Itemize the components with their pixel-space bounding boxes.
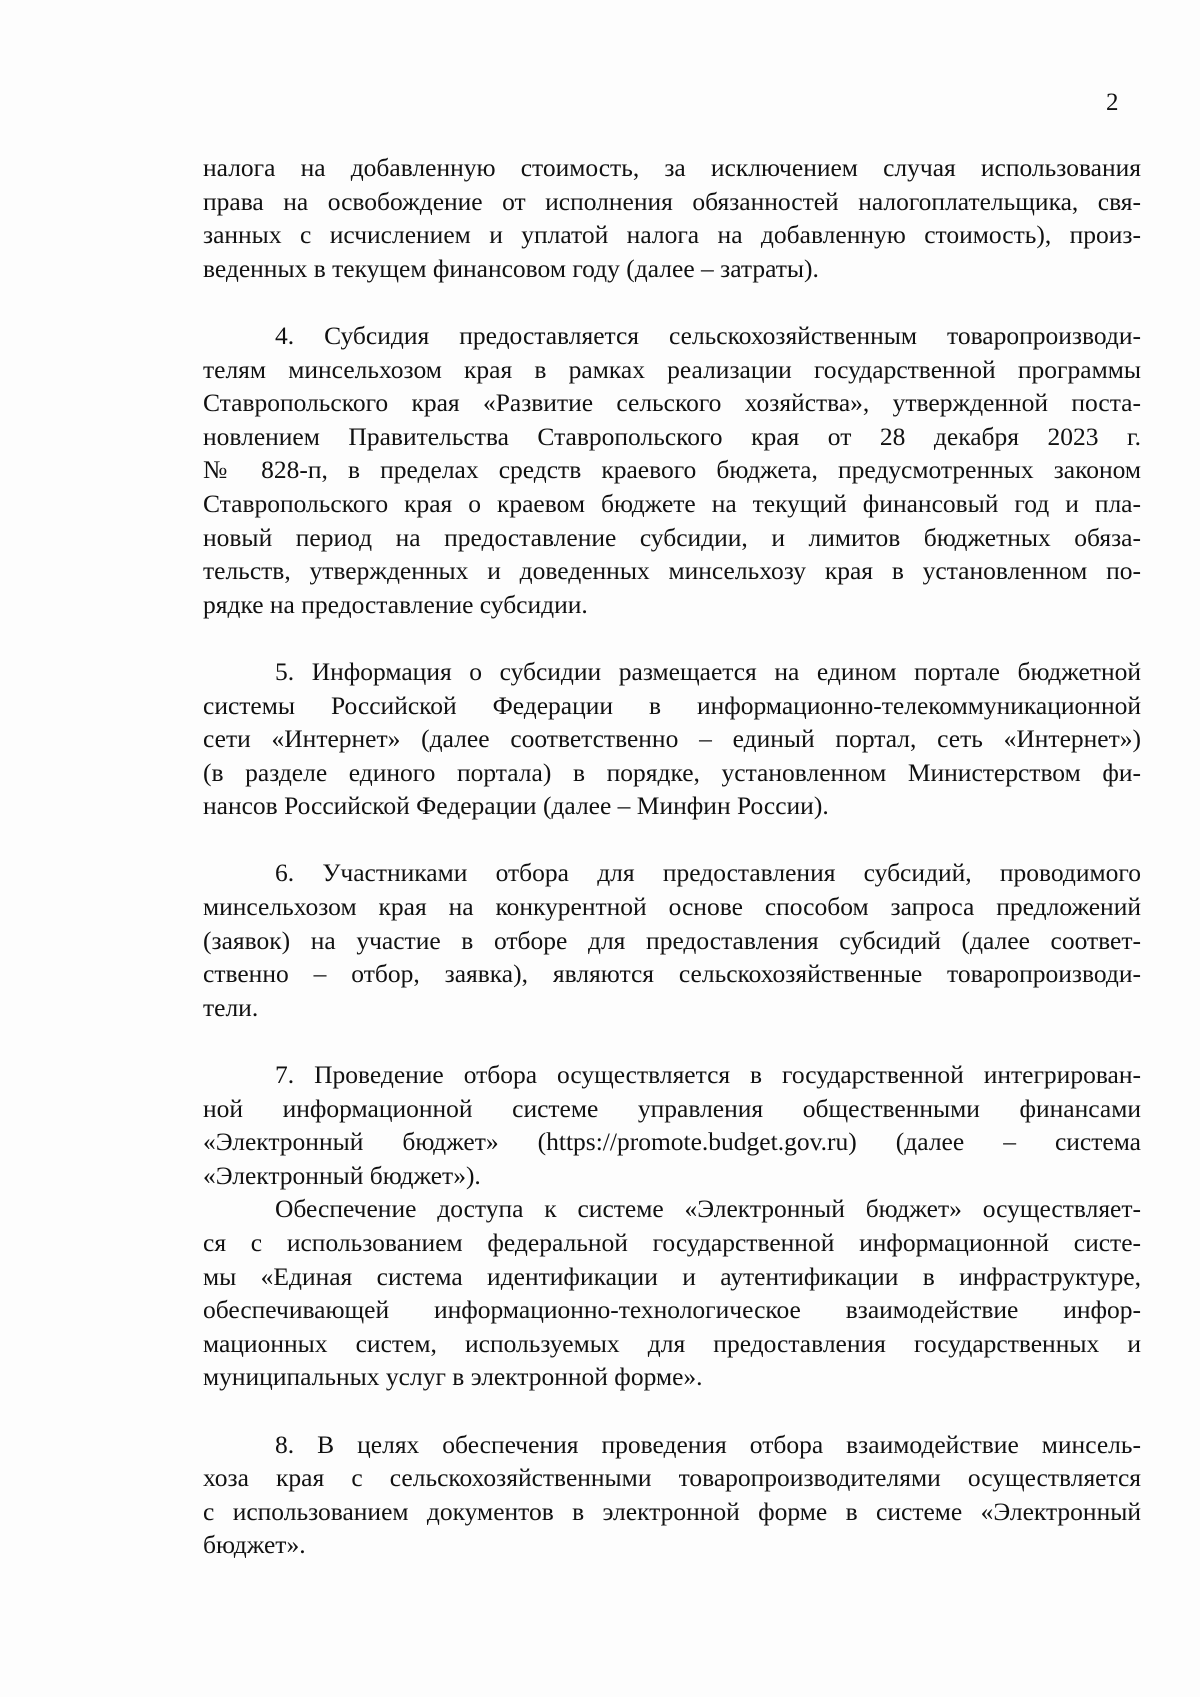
text-line: бюджет». (203, 1530, 306, 1560)
paragraph-continuation (203, 151, 1141, 285)
text-line: № 828-п, в пределах средств краевого бюджета, предусмотренных законом (203, 455, 1141, 485)
paragraph-4 (203, 319, 1141, 621)
text-line: рядке на предоставление субсидии. (203, 589, 588, 619)
text-line: занных с исчислением и уплатой налога на добавленную стоимость), произ- (203, 220, 1141, 250)
text-line: 5. Информация о субсидии размещается на едином портале бюджетной (275, 656, 1141, 686)
paragraph-5 (203, 655, 1141, 823)
text-line: «Электронный бюджет» (https://promote.budget.gov.ru) (далее – система (203, 1127, 1141, 1157)
text-line: (заявок) на участие в отборе для предоставления субсидий (далее соответ- (203, 925, 1141, 955)
text-line: с использованием документов в электронной форме в системе «Электронный (203, 1496, 1141, 1526)
page-number: 2 (1106, 89, 1119, 116)
text-line: тельств, утвержденных и доведенных минсельхозу края в установленном по- (203, 556, 1141, 586)
text-line: мационных систем, используемых для предоставления государственных и (203, 1328, 1141, 1358)
text-line: обеспечивающей информационно-технологическое взаимодействие инфор- (203, 1295, 1141, 1325)
text-line: веденных в текущем финансовом году (далее – затраты). (203, 253, 819, 283)
text-line: телям минсельхозом края в рамках реализации государственной программы (203, 354, 1141, 384)
text-line: муниципальных услуг в электронной форме». (203, 1362, 703, 1392)
text-line: 7. Проведение отбора осуществляется в государственной интегрирован- (275, 1060, 1141, 1090)
text-line: нансов Российской Федерации (далее – Минфин России). (203, 791, 829, 821)
text-line: тели. (203, 992, 259, 1022)
document-body (203, 151, 1141, 1562)
paragraph-7 (203, 1058, 1141, 1192)
text-line: налога на добавленную стоимость, за исключением случая использования (203, 153, 1141, 182)
text-line: «Электронный бюджет»). (203, 1160, 481, 1190)
text-line: хоза края с сельскохозяйственными товаропроизводителями осуществляется (203, 1463, 1141, 1493)
text-line: ся с использованием федеральной государственной информационной систе- (203, 1228, 1141, 1257)
text-line: Обеспечение доступа к системе «Электронный бюджет» осуществляет- (275, 1194, 1141, 1224)
text-line: Ставропольского края о краевом бюджете на текущий финансовый год и пла- (203, 488, 1141, 518)
paragraph-7-access (203, 1192, 1141, 1394)
paragraph-8 (203, 1428, 1141, 1562)
text-line: ственно – отбор, заявка), являются сельскохозяйственные товаропроизводи- (203, 959, 1141, 989)
text-line: (в разделе единого портала) в порядке, установленном Министерством фи- (203, 757, 1141, 787)
text-line: новый период на предоставление субсидии, и лимитов бюджетных обяза- (203, 522, 1141, 552)
paragraph-6 (203, 856, 1141, 1024)
text-line: системы Российской Федерации в информационно-телекоммуникационной (203, 690, 1141, 720)
text-line: 4. Субсидия предоставляется сельскохозяйственным товаропроизводи- (275, 320, 1141, 350)
text-line: права на освобождение от исполнения обязанностей налогоплательщика, свя- (203, 186, 1141, 216)
text-line: минсельхозом края на конкурентной основе способом запроса предложений (203, 892, 1141, 922)
text-line: сети «Интернет» (далее соответственно – единый портал, сеть «Интернет») (203, 724, 1141, 754)
text-line: 8. В целях обеспечения проведения отбора взаимодействие минсель- (275, 1429, 1141, 1459)
text-line: новлением Правительства Ставропольского края от 28 декабря 2023 г. (203, 421, 1141, 451)
text-line: Ставропольского края «Развитие сельского хозяйства», утвержденной поста- (203, 388, 1141, 418)
text-line: ной информационной системе управления общественными финансами (203, 1093, 1141, 1123)
text-line: 6. Участниками отбора для предоставления субсидий, проводимого (275, 858, 1141, 888)
text-line: мы «Единая система идентификации и аутентификации в инфраструктуре, (203, 1261, 1141, 1291)
